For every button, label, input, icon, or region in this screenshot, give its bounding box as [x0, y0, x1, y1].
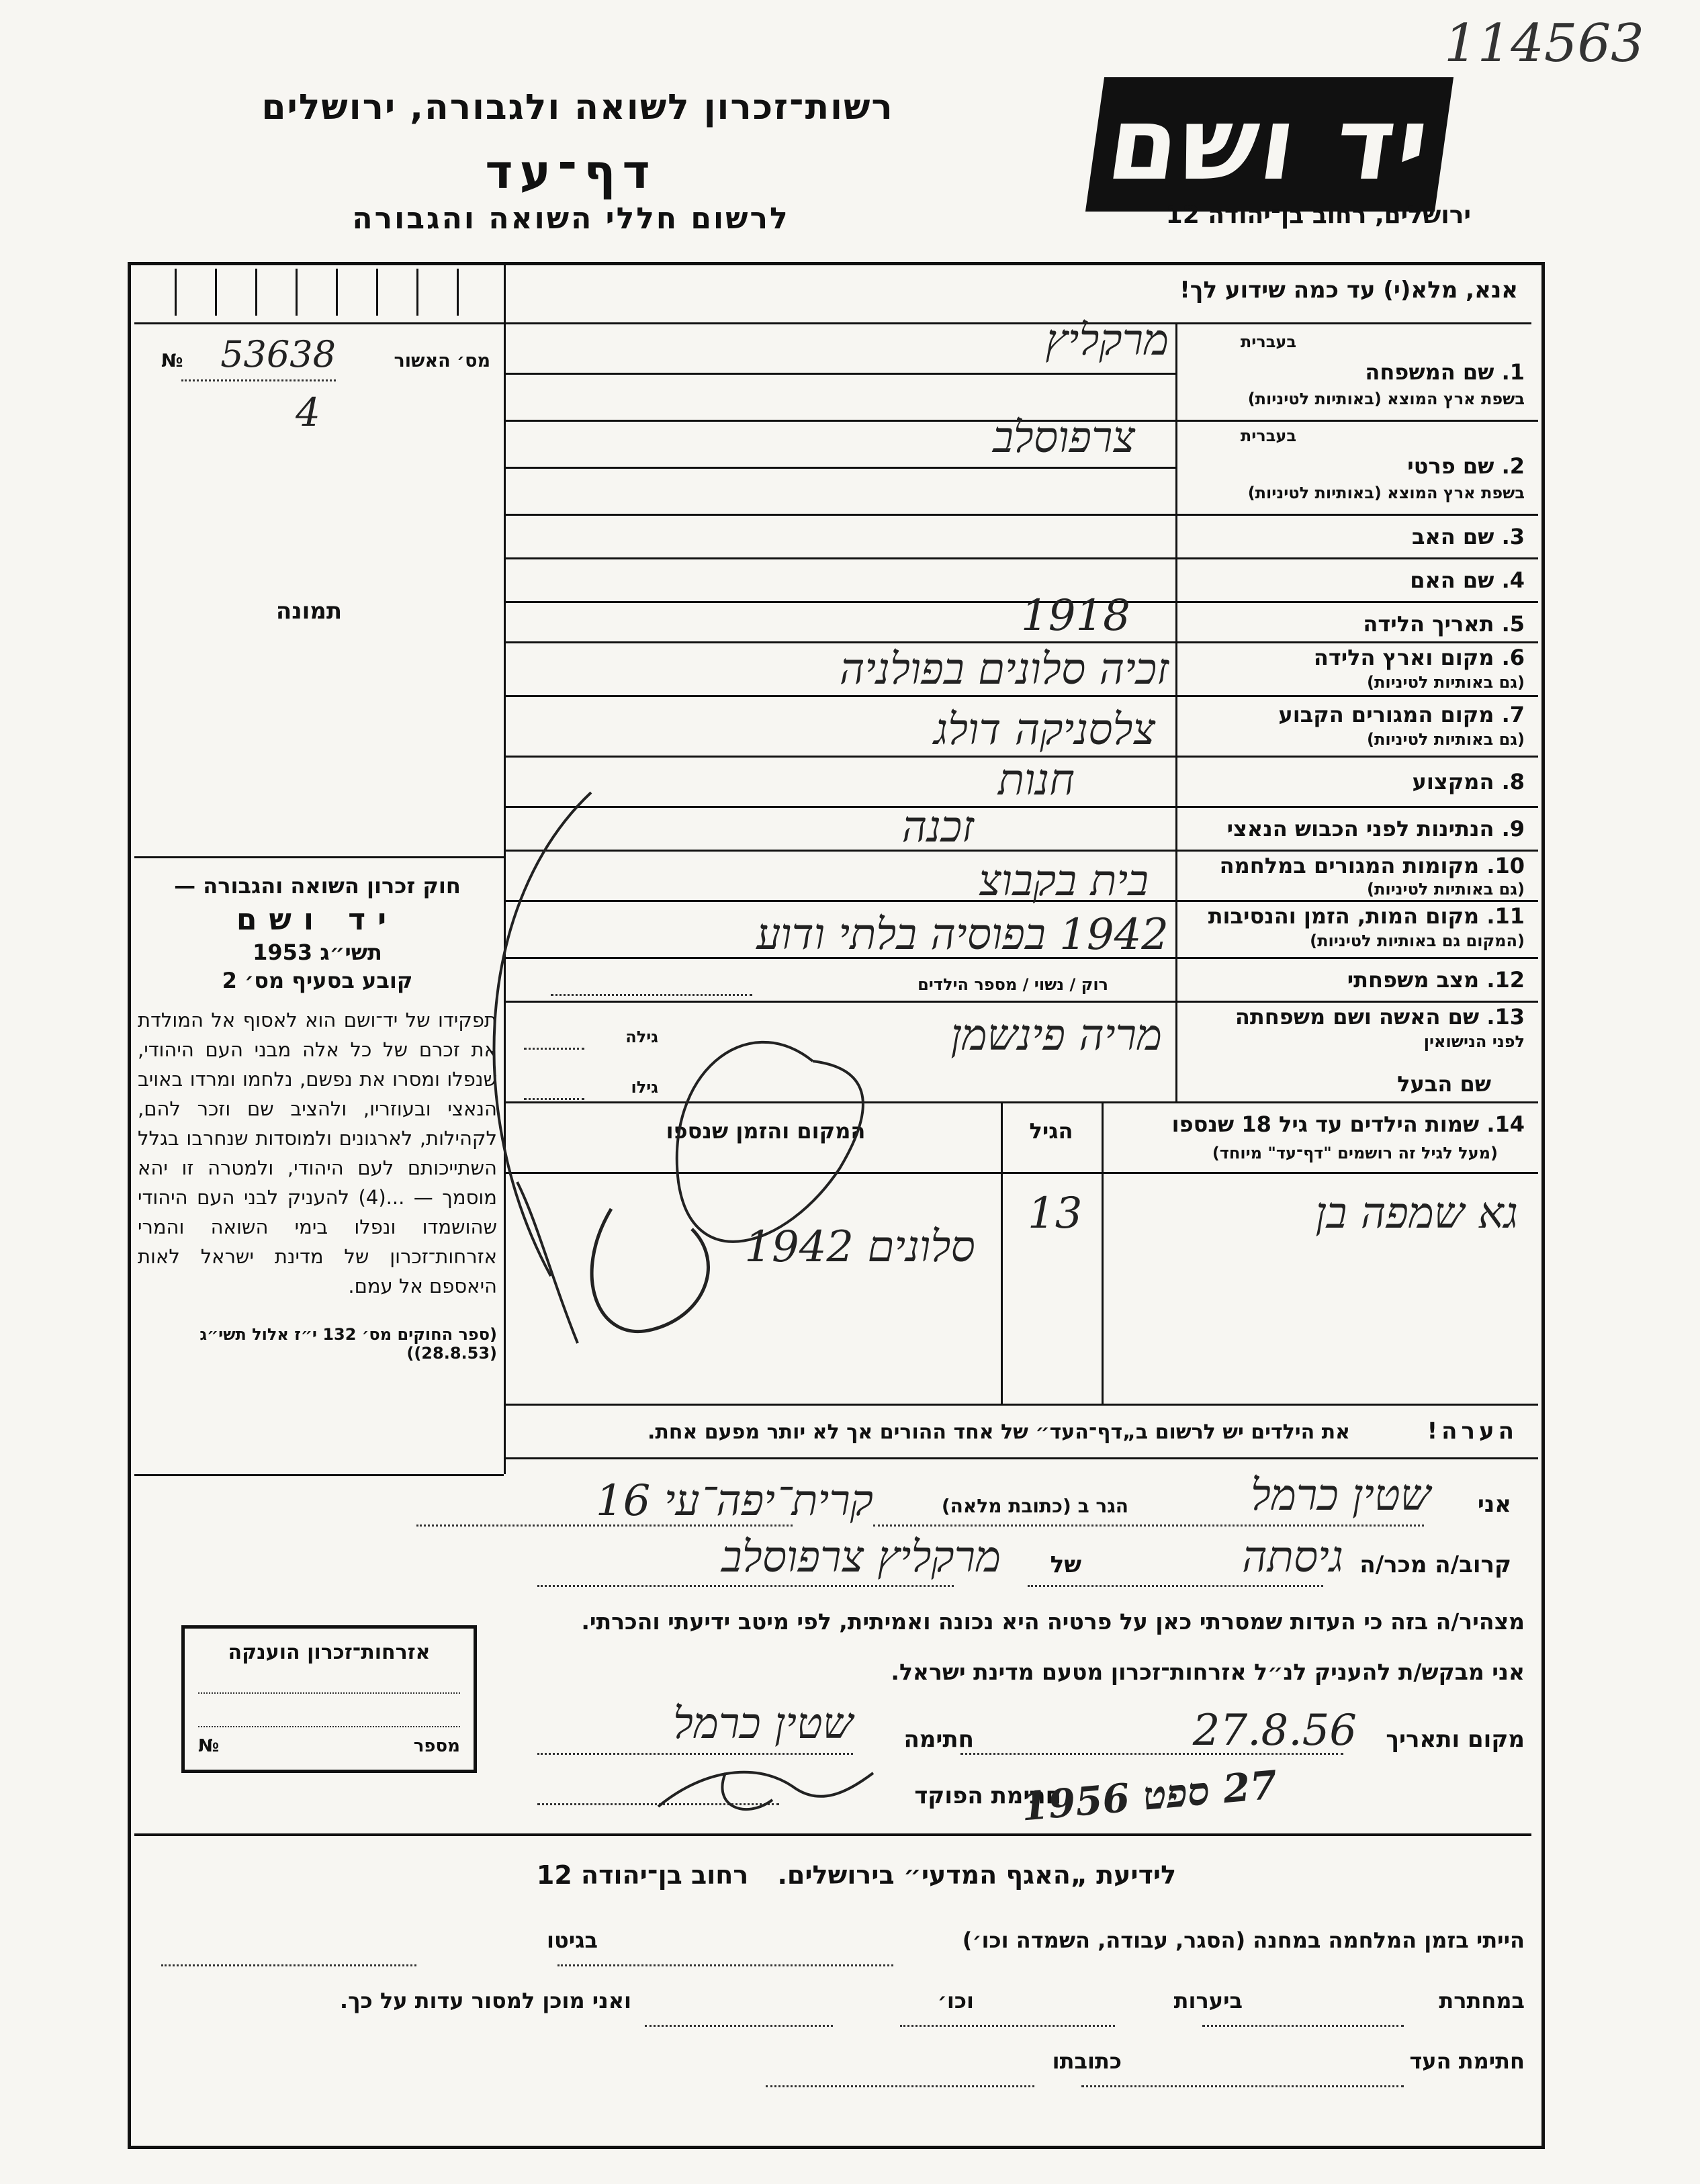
of-label: של — [1050, 1551, 1081, 1578]
field-wife-name — [1182, 1004, 1525, 1054]
field-number: 13. — [1486, 1004, 1525, 1030]
place-date-label: מקום ותאריך — [1386, 1726, 1525, 1753]
address: ירושלים, רחוב בן־יהודה 12 — [1165, 201, 1471, 229]
children-age-col: הגיל — [1029, 1118, 1073, 1144]
death-place-value[interactable]: 1942 בפוסיה בלתי ודוע — [756, 910, 1169, 960]
photo-label: תמונה — [275, 598, 343, 625]
field-label: מקומות המגורים במלחמה — [1219, 853, 1480, 878]
field-marital-status — [1182, 967, 1525, 993]
signature-value[interactable]: שטין כרמל — [673, 1699, 853, 1749]
field-number: 2. — [1501, 453, 1525, 479]
law-text: תפקידו של יד־ושם הוא לאסוף אל המולדת את זכרם של כל אלה מבני העם היהודי, שנפלו ומסרו את נפשם, נלחמו ומרדו באויב הנאצי ובעוזריו, ולהציב שם וזכר להם, לקהילות, לארגונים ולמוסדות שנחרבו בגלל השתייכותם לעם היהודי, ולמטרה זו יהא מוסמך — ...(4) להעניק לבני העם היהודי שהושמדו ונפלו בימי השואה והמרי אזרחות־זכרון של מדינת ישראל לאות היאספם אל עמם. — [138, 1009, 497, 1298]
note-row — [517, 1414, 1525, 1454]
field-husband-name: שם הבעל — [1397, 1071, 1491, 1097]
declarant-name[interactable]: שטין כרמל — [1251, 1471, 1431, 1520]
field-label: הנתינות לפני הכבוש הנאצי — [1226, 816, 1494, 841]
field-number: 7. — [1501, 702, 1525, 727]
note-label: הערה! — [1427, 1418, 1518, 1445]
file-number: 114563 — [1444, 13, 1644, 74]
field-nationality — [1182, 816, 1525, 841]
ani-label: אני — [1477, 1491, 1511, 1518]
wife-name-value[interactable]: מריה פינשמן — [950, 1011, 1162, 1060]
field-number: 5. — [1501, 611, 1525, 637]
field-number: 9. — [1501, 816, 1525, 841]
birth-place-value[interactable]: זכיה סלונים בפולניה — [839, 645, 1169, 694]
field-number: 12. — [1486, 967, 1525, 993]
form-title: דף־עד — [485, 144, 657, 199]
husband-age-label: גילו — [631, 1078, 658, 1097]
field-number: 8. — [1501, 769, 1525, 794]
child-name[interactable]: גא שמפה בן — [1315, 1189, 1518, 1238]
officer-signature — [645, 1746, 887, 1827]
signature-label: חתימה — [903, 1726, 974, 1753]
bottom-heading: לידיעת „האגף המדעי״ בירושלים. — [777, 1860, 1177, 1890]
witness-address-label: כתובתו — [1052, 2048, 1122, 2074]
child-age[interactable]: 13 — [1028, 1189, 1083, 1238]
law-year: תשי״ג 1953 — [253, 940, 382, 965]
field-label: שם פרטי — [1407, 453, 1494, 479]
field-label: מקום המגורים הקבוע — [1278, 702, 1494, 727]
field-profession — [1182, 769, 1525, 794]
forests-label: ביערות — [1173, 1988, 1243, 2013]
resides-label: הגר ב (כתובת מלאה) — [941, 1495, 1128, 1517]
field-first-name-lang: בעברית — [1240, 426, 1296, 445]
declaration-text: מצהיר/ה בזה כי העדות שמסרתי כאן על פרטיה היא נכונה ואמיתית, לפי מיטב ידיעתי והכרתי. — [581, 1608, 1525, 1635]
date-stamp: 27 ספט 1956 — [1019, 1762, 1280, 1830]
family-name-value[interactable]: מרקליץ — [1045, 316, 1169, 365]
law-clause: קובע בסעיף מס׳ 2 — [222, 968, 413, 993]
field-birth-place — [1182, 645, 1525, 695]
field-label: מקום וארץ הלידה — [1313, 645, 1494, 670]
field-number: 3. — [1501, 524, 1525, 549]
wife-age-label: גילה — [625, 1028, 658, 1046]
registration-ticks — [134, 269, 497, 316]
officer-label: חתימת הפוקד — [914, 1782, 1061, 1809]
field-note: בשפת ארץ המוצא (באותיות לטיניות) — [1247, 484, 1525, 502]
bottom-line-2 — [161, 1988, 1525, 2028]
field-note: (גם באותיות לטיניות) — [1367, 673, 1525, 692]
profession-value[interactable]: חנות — [997, 756, 1075, 805]
field-father-name — [1182, 524, 1525, 549]
no-symbol: № — [161, 351, 183, 371]
field-number: 1. — [1501, 359, 1525, 385]
field-label: שם האשה ושם משפחתה — [1235, 1004, 1480, 1030]
citizenship-title: אזרחות־זכרון הוענקה — [228, 1641, 431, 1664]
place-date-value[interactable]: 27.8.56 — [1192, 1706, 1357, 1756]
testimony-label: ואני מוכן למסור עדות על כך. — [339, 1988, 631, 2013]
note-text: את הילדים יש לרשום ב„דף־העד״ של אחד ההורים אך לא יותר מפעם אחת. — [647, 1420, 1350, 1444]
witness-signature-label: חתימת העד — [1409, 2048, 1525, 2074]
citizenship-no-symbol: № — [198, 1736, 220, 1756]
field-number: 14. — [1486, 1111, 1525, 1137]
field-residence — [1182, 702, 1525, 752]
field-note: לפני הנישואין — [1423, 1032, 1525, 1051]
field-note: (גם באותיות לטיניות) — [1367, 880, 1525, 899]
of-name-value[interactable]: מרקליץ צרפוסלב — [721, 1533, 1001, 1582]
etc-label: וכו׳ — [937, 1988, 974, 2013]
bottom-address: רחוב בן־יהודה 12 — [536, 1860, 749, 1890]
bottom-heading-row — [470, 1860, 1243, 1890]
field-number: 6. — [1501, 645, 1525, 670]
nationality-value[interactable]: זכנה — [901, 803, 974, 852]
field-label: המקצוע — [1412, 769, 1494, 794]
first-name-value[interactable]: צרפוסלב — [992, 413, 1135, 463]
field-label: שם המשפחה — [1365, 359, 1494, 385]
bottom-line-1 — [161, 1927, 1525, 1968]
declarant-row-1 — [202, 1471, 1511, 1531]
field-note: (גם באותיות לטיניות) — [1367, 730, 1525, 749]
field-family-name — [1182, 332, 1525, 416]
request-text: אני מבקש/ת להעניק לנ״ל אזרחות־זכרון מטעם מדינת ישראל. — [891, 1659, 1525, 1685]
law-title: חוק זכרון השואה והגבורה — — [174, 873, 461, 899]
field-label: מקום המות, הזמן והנסיבות — [1208, 903, 1480, 929]
bottom-line-3 — [161, 2048, 1525, 2089]
registration-sub: 4 — [296, 390, 320, 435]
registration-number: 53638 — [220, 333, 336, 375]
camp-label: הייתי בזמן המלחמה במחנה (הסגר, עבודה, השמדה וכו׳) — [962, 1927, 1525, 1953]
children-place-col: המקום והזמן שנספו — [666, 1118, 866, 1144]
declarant-row-2 — [470, 1531, 1511, 1592]
birth-date-value[interactable]: 1918 — [1021, 591, 1130, 641]
children-header — [1108, 1111, 1525, 1169]
field-number: 4. — [1501, 567, 1525, 593]
field-label: תאריך הלידה — [1363, 611, 1494, 637]
declarant-address[interactable]: קרית־יפה־עי 16 — [595, 1476, 873, 1526]
relation-value[interactable]: גיסתה — [1242, 1533, 1343, 1582]
residence-value[interactable]: צלסניקה דולג — [933, 705, 1155, 755]
instruction: אנא, מלא(י) עד כמה שידוע לך! — [1179, 277, 1518, 304]
underground-label: במחתרת — [1439, 1988, 1525, 2013]
field-number: 11. — [1486, 903, 1525, 929]
field-first-name — [1182, 426, 1525, 510]
law-source: (ספר החוקים מס׳ 132 י״ז אלול תשי״ג (28.8.53)) — [199, 1325, 497, 1363]
child-place[interactable]: סלונים 1942 — [744, 1222, 975, 1272]
registration-no-row — [148, 333, 497, 383]
field-mother-name — [1182, 567, 1525, 593]
field-label: שמות הילדים עד גיל 18 שנספו — [1171, 1111, 1480, 1137]
children-note: (מעל לגיל זה רושמים "דף־עד" מיוחד) — [1212, 1144, 1498, 1163]
yad-vashem-logo: יד ושם — [1085, 77, 1453, 212]
marital-status-options: רוק / נשוי / מספר הילדים — [918, 975, 1108, 994]
field-number: 10. — [1486, 853, 1525, 878]
field-label: שם האם — [1410, 567, 1494, 593]
field-family-name-lang: בעברית — [1240, 332, 1296, 351]
field-label: שם האב — [1411, 524, 1494, 549]
form-subtitle: לרשום חללי השואה והגבורה — [352, 201, 790, 236]
field-label: מצב משפחתי — [1347, 967, 1480, 993]
citizenship-box — [181, 1625, 477, 1773]
ghetto-label: בגיטו — [547, 1927, 598, 1953]
registration-label: מס׳ האשור — [394, 351, 490, 371]
field-death-place — [1182, 903, 1525, 954]
org-name: רשות־זכרון לשואה ולגבורה, ירושלים — [261, 87, 894, 128]
field-wartime-residence — [1182, 853, 1525, 900]
handwriting-scribble — [437, 766, 960, 1357]
field-note: (המקום גם באותיות לטיניות) — [1310, 931, 1525, 950]
field-note: בשפת ארץ המוצא (באותיות לטיניות) — [1247, 390, 1525, 408]
wartime-residence-value[interactable]: בית בקבוצ — [979, 856, 1149, 906]
field-birth-date — [1182, 611, 1525, 637]
citizenship-number-label: מספר — [413, 1736, 460, 1756]
law-name: יד ושם — [236, 903, 399, 937]
relative-label: קרוב/ה מכר/ה — [1359, 1551, 1511, 1578]
